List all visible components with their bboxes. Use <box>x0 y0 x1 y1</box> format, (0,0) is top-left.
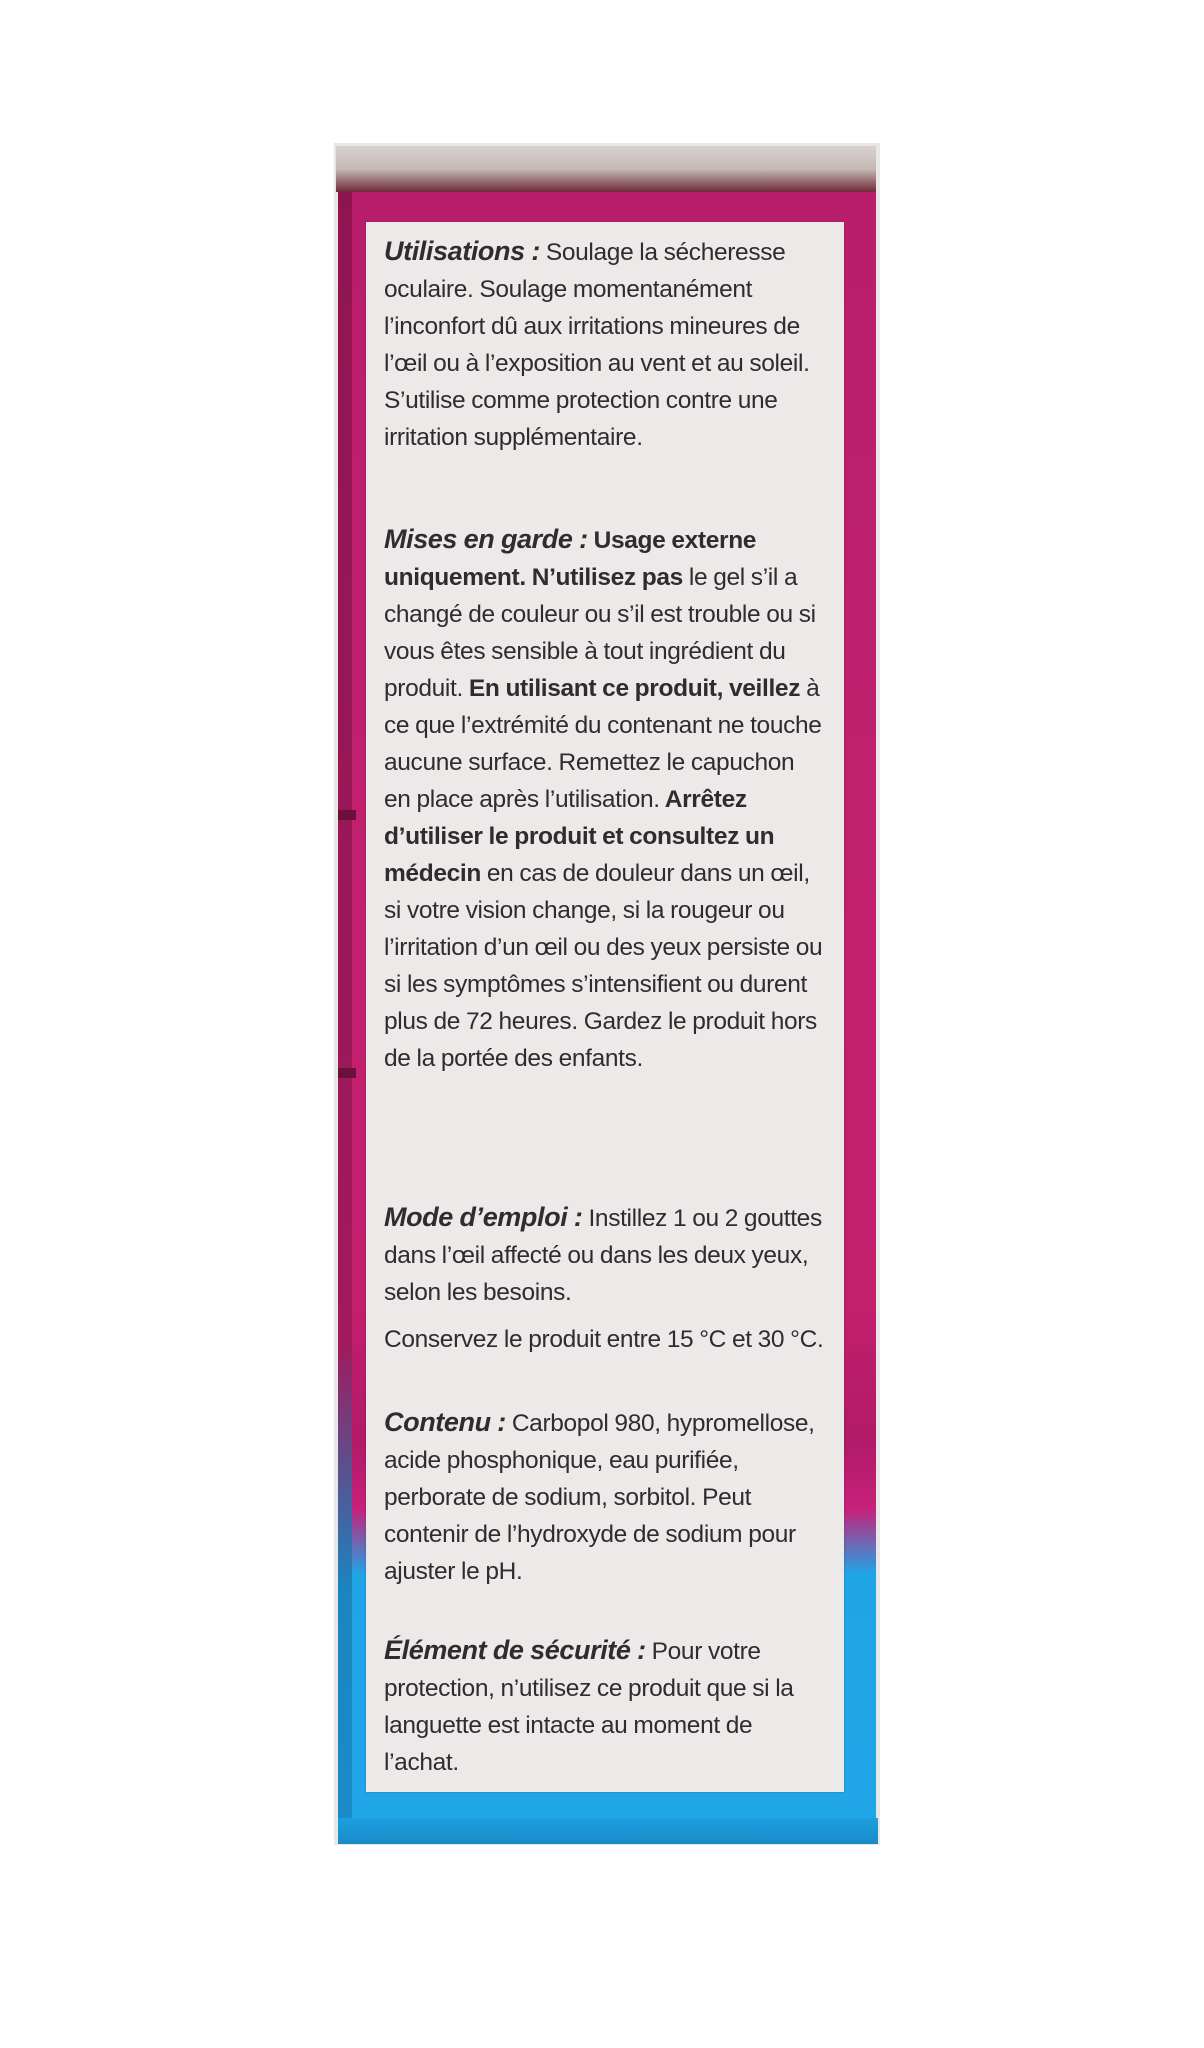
uses-text: Soulage la sécheresse oculaire. Soulage momentanément l’inconfort dû aux irritations mineures de l’œil ou à l’exposition au vent et au soleil. S’utilise comme protection contre une irritation supplémentaire. <box>384 239 810 451</box>
storage-text: Conservez le produit entre 15 °C et 30 °C. <box>384 1326 824 1353</box>
ingredients-heading: Contenu : <box>384 1407 506 1437</box>
safety-heading: Élément de sécurité : <box>384 1635 646 1665</box>
directions-section <box>384 1199 824 1311</box>
ingredients-section <box>384 1404 824 1590</box>
warnings-bold-when-using: En utilisant ce produit, veillez <box>462 675 801 702</box>
warnings-text-gel: le gel s’il a changé de couleur ou s’il est trouble ou si vous êtes sensible à tout ingrédient du produit. <box>384 564 816 702</box>
warnings-bold-stop-use: Arrêtez d’utiliser le produit et consultez un médecin <box>384 786 775 887</box>
uses-heading: Utilisations : <box>384 236 540 266</box>
safety-section <box>384 1632 824 1781</box>
warnings-heading: Mises en garde : <box>384 524 588 554</box>
package-mark <box>338 1068 356 1078</box>
safety-text: Pour votre protection, n’utilisez ce produit que si la languette est intacte au moment de l’achat. <box>384 1638 794 1776</box>
warnings-section <box>384 521 824 1077</box>
directions-heading: Mode d’emploi : <box>384 1202 583 1232</box>
ingredients-text: Carbopol 980, hypromellose, acide phosphonique, eau purifiée, perborate de sodium, sorbitol. Peut contenir de l’hydroxyde de sodium pour ajuster le pH. <box>384 1410 815 1585</box>
package-top-flap <box>336 146 876 192</box>
warnings-bold-external-use: Usage externe uniquement. N’utilisez pas <box>384 527 757 591</box>
warnings-text-tip: à ce que l’extrémité du contenant ne touche aucune surface. Remettez le capuchon en place après l’utilisation. <box>384 675 822 813</box>
storage-section <box>384 1321 824 1358</box>
package-bottom-flap <box>338 1818 878 1844</box>
package-mark <box>338 810 356 820</box>
uses-section <box>384 233 824 456</box>
warnings-text-symptoms: en cas de douleur dans un œil, si votre vision change, si la rougeur ou l’irritation d’un œil ou des yeux persiste ou si les symptômes s’intensifient ou durent plus de 72 heures. Gardez le produit hors de la portée des enfants. <box>384 860 823 1072</box>
directions-text: Instillez 1 ou 2 gouttes dans l’œil affecté ou dans les deux yeux, selon les besoins. <box>384 1205 822 1306</box>
package-edge-strip <box>338 188 352 1838</box>
